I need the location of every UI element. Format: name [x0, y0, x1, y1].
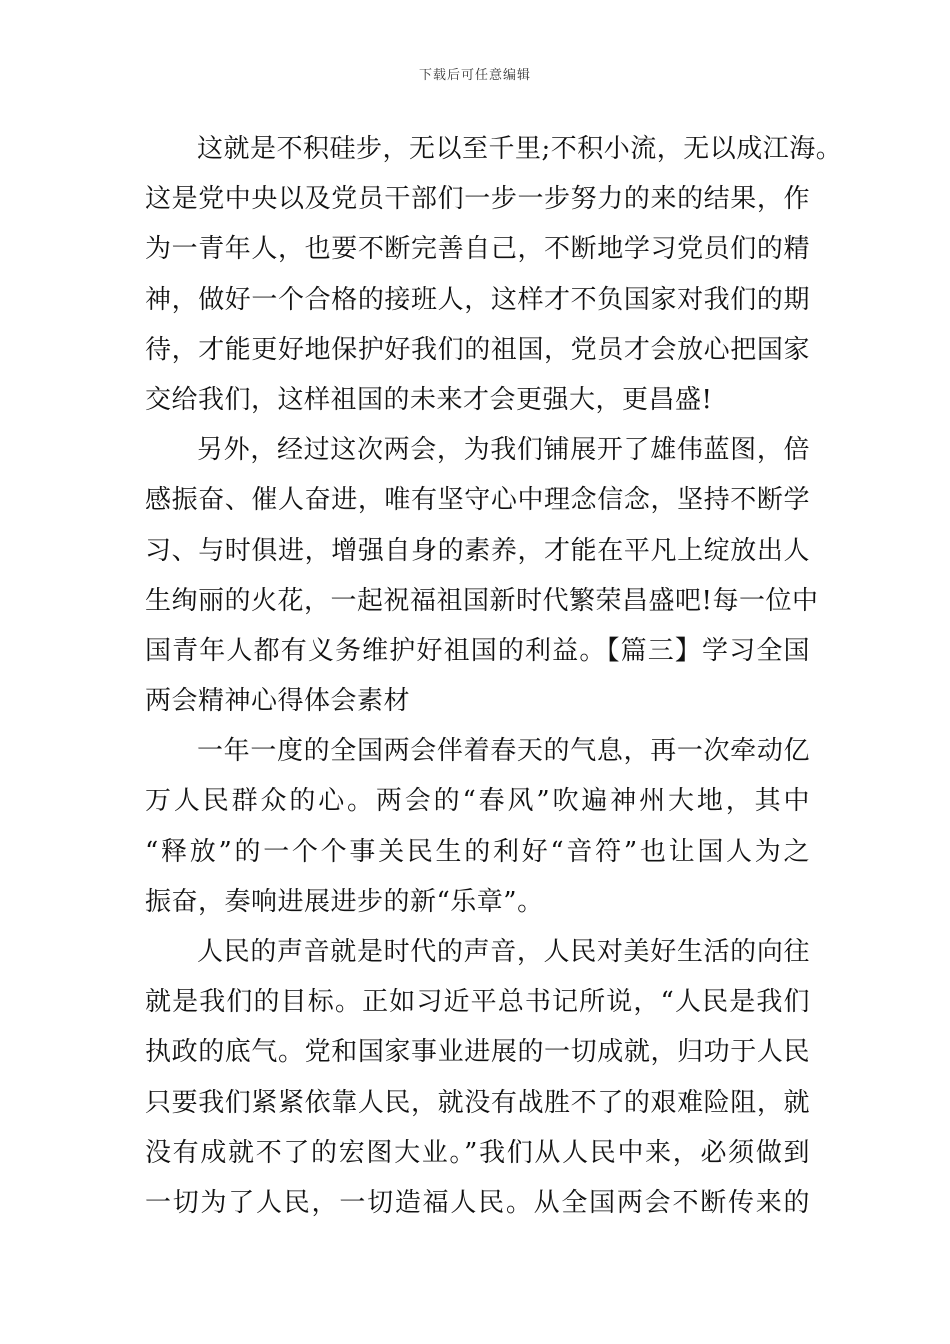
text-line: 国青年人都有义务维护好祖国的利益。【篇三】学习全国 [145, 635, 810, 666]
page-header: 下载后可任意编辑 [418, 68, 531, 83]
text-line: 感振奋、催人奋进，唯有坚守心中理念信念，坚持不断学 [145, 485, 810, 516]
text-line: “释放”的一个个事关民生的利好“音符”也让国人为之 [145, 836, 810, 867]
text-line: 一切为了人民，一切造福人民。从全国两会不断传来的 [145, 1187, 810, 1218]
text-line: 万人民群众的心。两会的“春风”吹遍神州大地，其中 [145, 786, 810, 817]
text-line: 神，做好一个合格的接班人，这样才不负国家对我们的期 [145, 284, 810, 315]
text-line: 习、与时俱进，增强自身的素养，才能在平凡上绽放出人 [145, 535, 810, 566]
text-line: 为一青年人，也要不断完善自己，不断地学习党员们的精 [145, 234, 810, 265]
text-line: 人民的声音就是时代的声音，人民对美好生活的向往 [197, 937, 810, 967]
text-line: 一年一度的全国两会伴着春天的气息，再一次牵动亿 [197, 736, 810, 767]
text-line: 两会精神心得体会素材 [145, 686, 411, 717]
text-line: 交给我们，这样祖国的未来才会更强大，更昌盛! [145, 384, 713, 415]
text-line: 生绚丽的火花，一起祝福祖国新时代繁荣昌盛吧!每一位中 [145, 585, 819, 616]
text-line: 待，才能更好地保护好我们的祖国，党员才会放心把国家 [145, 334, 810, 365]
text-line: 另外，经过这次两会，为我们铺展开了雄伟蓝图，倍 [197, 435, 810, 466]
text-line: 就是我们的目标。正如习近平总书记所说，“人民是我们 [145, 987, 810, 1018]
text-line: 这是党中央以及党员干部们一步一步努力的来的结果，作 [145, 184, 810, 215]
text-line: 这就是不积硅步，无以至千里;不积小流，无以成江海。 [197, 134, 843, 164]
text-line: 只要我们紧紧依靠人民，就没有战胜不了的艰难险阻，就 [145, 1087, 810, 1118]
text-line: 没有成就不了的宏图大业。”我们从人民中来，必须做到 [145, 1137, 810, 1168]
text-line: 执政的底气。党和国家事业进展的一切成就，归功于人民 [145, 1037, 810, 1068]
document-body [145, 124, 843, 1228]
text-line: 振奋，奏响进展进步的新“乐章”。 [145, 886, 544, 917]
